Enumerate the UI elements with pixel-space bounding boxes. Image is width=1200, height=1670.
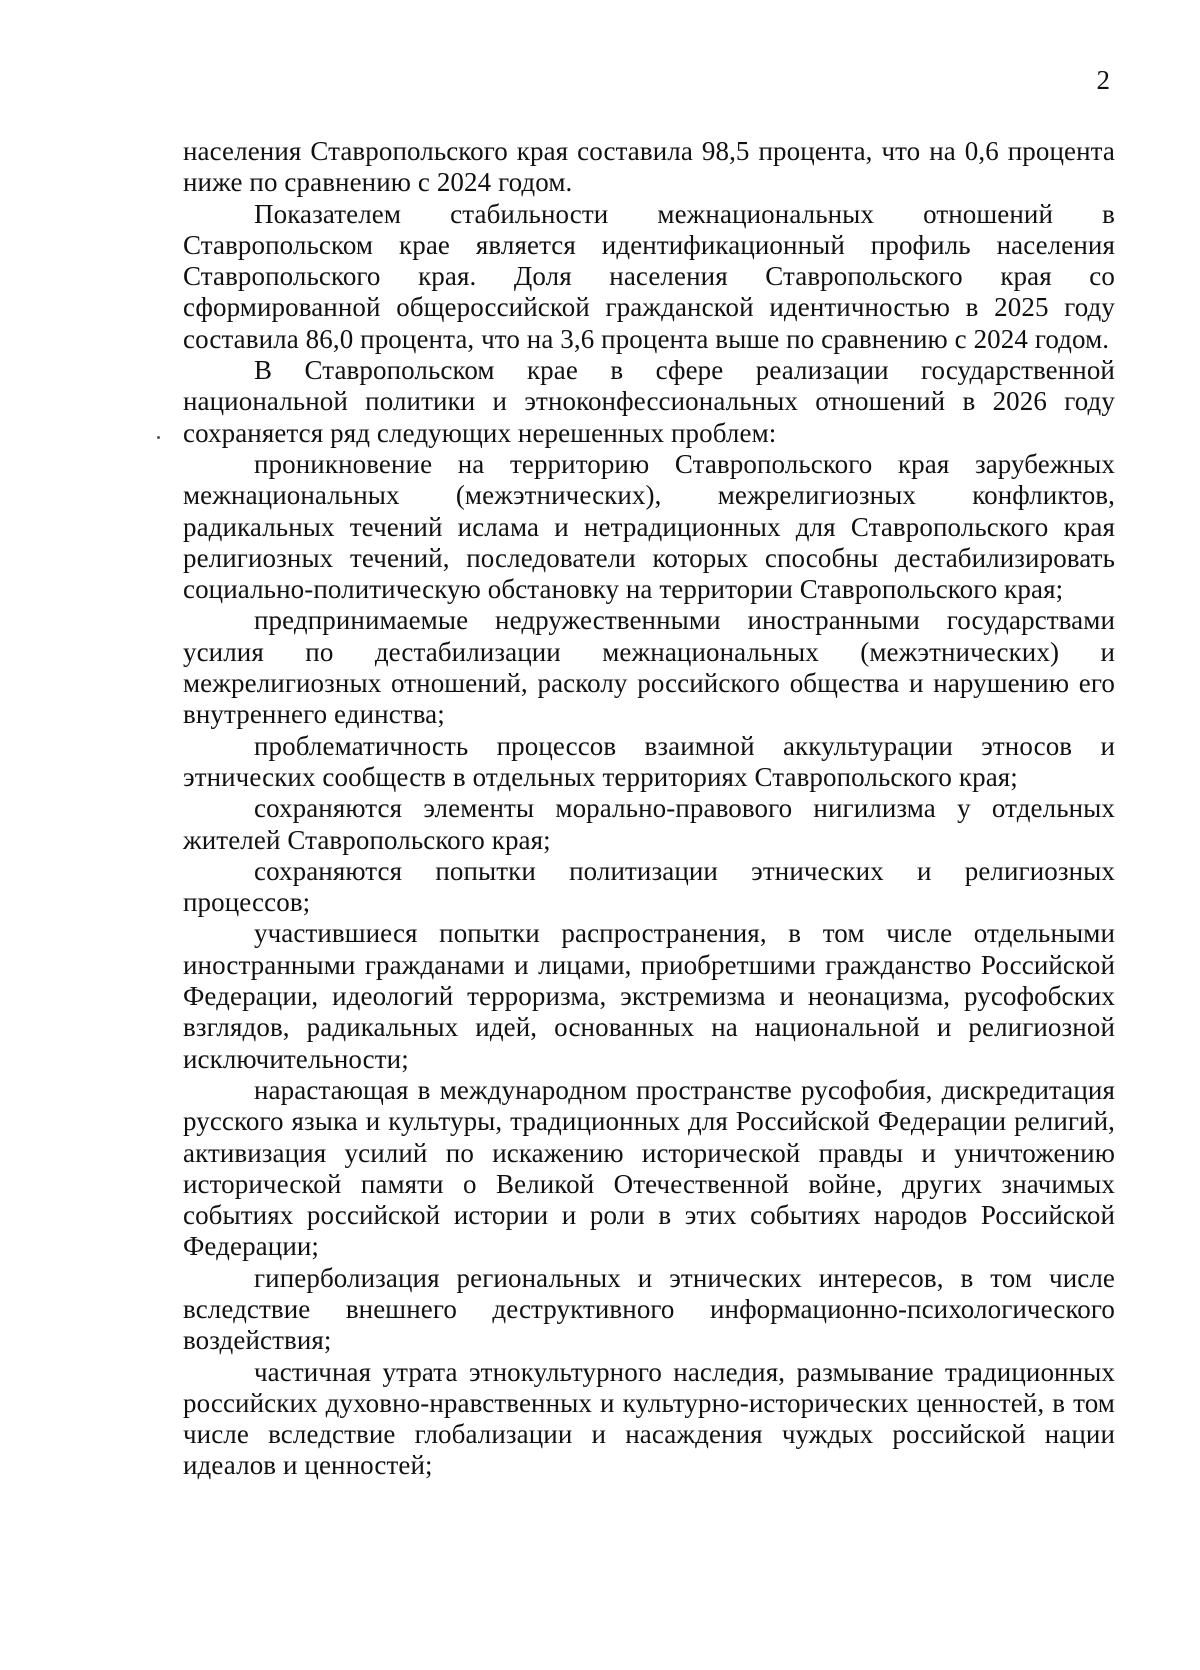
paragraph-problems-intro: В Ставропольском крае в сфере реализации государственной национальной политики и этноконфессиональных отношений в 2026 году сохраняется ряд следующих нерешенных проблем: (183, 355, 1115, 448)
scan-speck (157, 436, 160, 439)
list-item-legal-nihilism: сохраняются элементы морально-правового нигилизма у отдельных жителей Ставропольского края; (183, 793, 1115, 855)
paragraph-population-share: населения Ставропольского края составила 98,5 процента, что на 0,6 процента ниже по сравнению с 2024 годом. (183, 136, 1115, 198)
list-item-foreign-conflicts: проникновение на территорию Ставропольского края зарубежных межнациональных (межэтнических), межрелигиозных конфликтов, радикальных течений ислама и нетрадиционных для Ставропольского края религиозных течений, последователи которых способны дестабилизировать социально-политическую обстановку на территории Ставропольского края; (183, 448, 1115, 605)
list-item-politicization: сохраняются попытки политизации этнических и религиозных процессов; (183, 855, 1115, 918)
list-item-regional-interests: гиперболизация региональных и этнических интересов, в том числе вследствие внешнего деструктивного информационно-психологического воздействия; (183, 1262, 1115, 1356)
list-item-russophobia: нарастающая в международном пространстве русофобия, дискредитация русского языка и культуры, традиционных для Российской Федерации религий, активизация усилий по искажению исторической правды и уничтожению исторической памяти о Великой Отечественной войне, других значимых событиях российской истории и роли в этих событиях народов Российской Федерации; (183, 1074, 1115, 1262)
list-item-destabilization-efforts: предпринимаемые недружественными иностранными государствами усилия по дестабилизации межнациональных (межэтнических) и межрелигиозных отношений, расколу российского общества и нарушению его внутреннего единства; (183, 605, 1115, 730)
document-body (183, 136, 1115, 1482)
paragraph-identity-profile: Показателем стабильности межнациональных отношений в Ставропольском крае является идентификационный профиль населения Ставропольского края. Доля населения Ставропольского края со сформированной общероссийской гражданской идентичностью в 2025 году составила 86,0 процента, что на 3,6 процента выше по сравнению с 2024 годом. (183, 198, 1115, 354)
list-item-heritage-loss: частичная утрата этнокультурного наследия, размывание традиционных российских духовно-нравственных и культурно-исторических ценностей, в том числе вследствие глобализации и насаждения чуждых российской нации идеалов и ценностей; (183, 1356, 1115, 1481)
list-item-ideology-spread: участившиеся попытки распространения, в том числе отдельными иностранными гражданами и лицами, приобретшими гражданство Российской Федерации, идеологий терроризма, экстремизма и неонацизма, русофобских взглядов, радикальных идей, основанных на национальной и религиозной исключительности; (183, 918, 1115, 1074)
list-item-acculturation: проблематичность процессов взаимной аккультурации этносов и этнических сообществ в отдельных территориях Ставропольского края; (183, 730, 1115, 792)
page-number: 2 (1096, 65, 1110, 95)
